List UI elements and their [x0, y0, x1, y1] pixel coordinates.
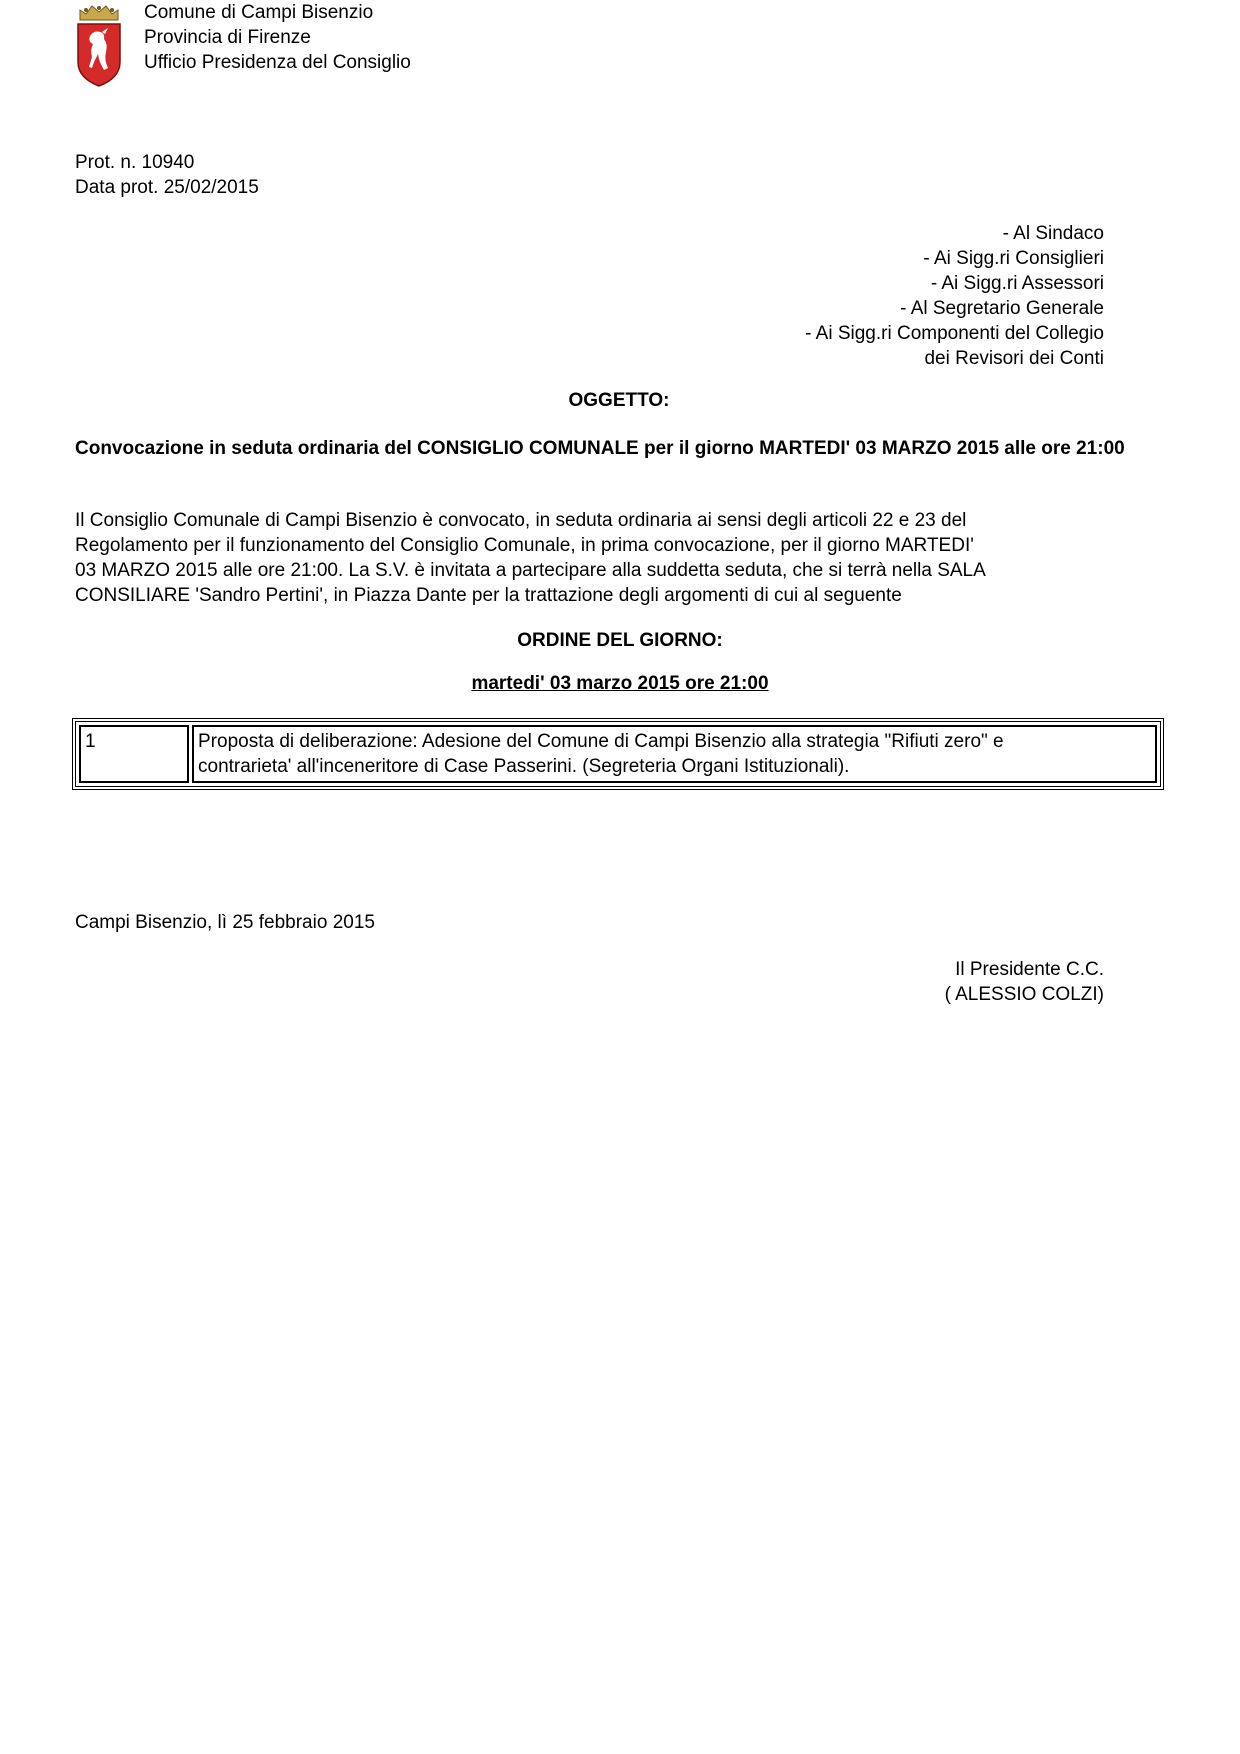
agenda-title: ORDINE DEL GIORNO:: [517, 630, 723, 651]
body-paragraph: [75, 508, 1145, 608]
body-line: Regolamento per il funzionamento del Consiglio Comunale, in prima convocazione, per il giorno MARTEDI': [75, 535, 974, 556]
recipient-line: - Ai Sigg.ri Componenti del Collegio: [805, 323, 1104, 344]
subject-text: Convocazione in seduta ordinaria del CONSIGLIO COMUNALE per il giorno MARTEDI' 03 MARZO 2015 alle ore 21:00: [75, 438, 1125, 459]
recipient-line: - Ai Sigg.ri Assessori: [930, 273, 1104, 294]
agenda-table: [72, 718, 1164, 790]
recipient-line: - Al Sindaco: [1002, 223, 1104, 244]
agenda-date: [0, 673, 1240, 695]
signature-title: Il Presidente C.C.: [955, 959, 1104, 980]
protocol-date: Data prot. 25/02/2015: [75, 177, 259, 198]
agenda-item-line: contrarieta' all'inceneritore di Case Passerini. (Segreteria Organi Istituzionali).: [198, 756, 850, 777]
signature-block: [945, 957, 1104, 1007]
oggetto-heading: [0, 390, 1240, 412]
body-line: 03 MARZO 2015 alle ore 21:00. La S.V. è invitata a partecipare alla suddetta seduta, che si terrà nella SALA: [75, 560, 986, 581]
agenda-item-text: [192, 725, 1157, 783]
table-row: [79, 725, 1157, 783]
recipient-line: dei Revisori dei Conti: [924, 348, 1104, 369]
recipient-line: - Al Segretario Generale: [900, 298, 1104, 319]
issuer-line: Provincia di Firenze: [144, 27, 311, 48]
agenda-item-number: 1: [79, 725, 189, 783]
protocol-number: Prot. n. 10940: [75, 152, 195, 173]
body-line: Il Consiglio Comunale di Campi Bisenzio è convocato, in seduta ordinaria ai sensi degli articoli 22 e 23 del: [75, 510, 967, 531]
protocol-block: [75, 150, 259, 200]
agenda-date-text: martedi' 03 marzo 2015 ore 21:00: [471, 673, 769, 694]
oggetto-label: OGGETTO:: [568, 390, 670, 411]
recipients-list: [805, 221, 1104, 371]
recipient-line: - Ai Sigg.ri Consiglieri: [923, 248, 1104, 269]
issuer-line: Comune di Campi Bisenzio: [144, 2, 374, 23]
issuer-line: Ufficio Presidenza del Consiglio: [144, 52, 411, 73]
place-date: Campi Bisenzio, lì 25 febbraio 2015: [75, 912, 375, 933]
signature-name: ( ALESSIO COLZI): [944, 984, 1104, 1005]
issuer-header: [144, 0, 411, 75]
agenda-item-line: Proposta di deliberazione: Adesione del Comune di Campi Bisenzio alla strategia "Rifiuti zero" e: [198, 731, 1004, 752]
municipal-crest-icon: [74, 2, 124, 88]
body-line: CONSILIARE 'Sandro Pertini', in Piazza Dante per la trattazione degli argomenti di cui al seguente: [75, 585, 902, 606]
